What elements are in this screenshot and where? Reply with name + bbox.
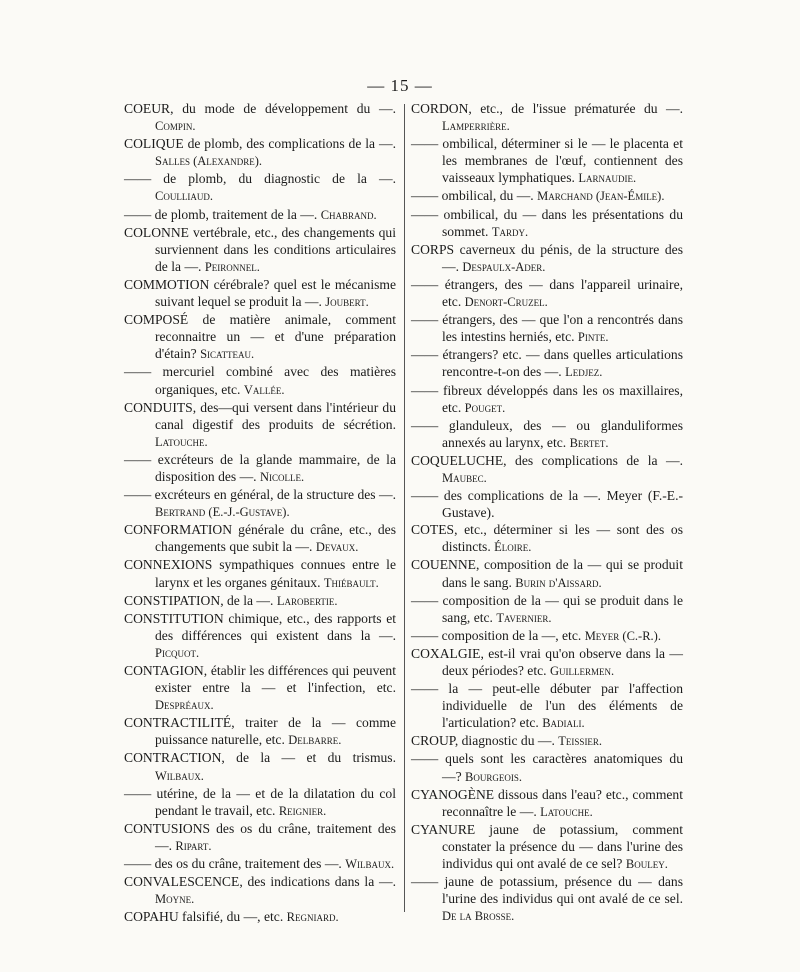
entry-text: étrangers, des — que l'on a rencontrés dans les intestins herniés, etc. [438,312,683,345]
entry-text: , etc., déterminer si les — sont des os distincts. [442,522,683,555]
index-entry [124,785,396,820]
index-entry [124,873,396,908]
entry-author: Burin d'Aissard. [515,575,602,590]
entry-author: Moyne. [155,892,195,907]
entry-author: Meyer (C.-R.). [584,628,661,643]
entry-text: , des indications dans la —. [239,874,396,890]
entry-author: Joubert. [325,295,369,310]
entry-headword: —— [411,627,439,643]
index-entry [411,100,683,135]
index-entry [411,873,683,925]
entry-headword: —— [411,136,439,152]
index-entry [411,346,683,381]
index-entry [411,821,683,873]
entry-headword: —— [124,487,152,503]
entry-author: Teissier. [558,734,603,749]
entry-author: Larnaudie. [578,171,637,186]
entry-text: des os du crâne, traitement des —. [151,856,342,872]
entry-text: composition de la —, etc. [438,627,582,643]
entry-text: de matière animale, comment reconnaitre un — et d'une préparation d'étain? [155,312,396,362]
entry-text: la — peut-elle débuter par l'affection individuelle de l'un des éléments de l'articulation? etc. [438,681,683,731]
index-entry [124,276,396,311]
entry-text: glanduleux, des — ou glanduliformes annexés au larynx, etc. [438,417,683,450]
entry-text: étrangers, des — dans l'appareil urinaire, etc. [438,276,683,310]
index-entry [124,592,396,610]
entry-text: de plomb, du diagnostic de la —. [151,171,396,187]
entry-headword: CONTRACTION [124,750,222,766]
page-number: — 15 — [367,76,433,95]
entry-headword: —— [124,171,152,187]
entry-text: étrangers? etc. — dans quelles articulations rencontre-t-on des —. [438,347,683,380]
entry-headword: CONSTITUTION [124,610,224,626]
entry-text: des os du crâne, traitement des —. [155,820,396,853]
entry-text: , des—qui versent dans l'intérieur du canal digestif des produits de sécrétion. [155,399,396,432]
entry-text: fibreux développés dans les os maxillaires, etc. [438,382,683,415]
entry-headword: COUENNE [411,557,476,573]
entry-headword: —— [411,382,439,398]
entry-headword: CONVALESCENCE [124,874,240,890]
index-entry [124,399,396,451]
entry-author: Salles (Alexandre). [155,154,263,169]
entry-author: Bertet. [569,435,609,450]
right-column [411,100,683,925]
index-entry [411,786,683,821]
entry-author: De la Brosse. [442,909,515,924]
index-entry [124,135,396,170]
entry-author: Pouget. [464,400,506,415]
index-entry [124,908,396,926]
entry-author: Tavernier. [496,610,552,625]
entry-author: Compin. [155,119,196,134]
entry-text: des complications de la —. Meyer (F.-E.-Gustave). [438,488,683,521]
entry-headword: —— [124,856,152,872]
entry-headword: COMMOTION [124,276,210,292]
entry-author: Despaulx-Ader. [462,259,546,274]
entry-headword: —— [124,451,152,467]
entry-text: ombilical, déterminer si le — le placenta et les membranes de l'œuf, contiennent des vaisseaux lymphatiques. [438,136,683,186]
index-entry [411,206,683,241]
entry-text: caverneux du pénis, de la structure des —. [442,241,683,274]
column-divider [404,104,405,912]
entry-headword: CONTUSIONS [124,820,211,836]
entry-text: , composition de la — qui se produit dans le sang. [442,557,683,590]
entry-text: excréteurs de la glande mammaire, de la disposition des —. [151,451,396,484]
index-entry [411,592,683,627]
entry-author: Devaux. [315,540,359,555]
entry-author: Badiali. [542,716,585,731]
entry-text: , traiter de la — comme puissance naturelle, etc. [155,715,396,748]
entry-text: ombilical, du — dans les présentations du sommet. [438,206,683,239]
entry-headword: CONDUITS [124,399,193,415]
entry-headword: CROUP [411,733,455,749]
entry-author: Ripart. [175,838,212,853]
entry-text: excréteurs en général, de la structure des —. [151,487,396,503]
entry-text: , etc., de l'issue prématurée du —. [468,101,683,116]
entry-headword: COLIQUE [124,136,184,152]
entry-author: Larobertie. [276,593,338,608]
entry-author: Wilbaux. [155,768,204,783]
index-entry [124,206,396,224]
index-entry [411,382,683,417]
entry-headword: —— [411,488,439,504]
index-entry [411,521,683,556]
entry-text: , est-il vrai qu'on observe dans la — deux périodes? etc. [442,645,683,678]
entry-headword: COEUR [124,101,171,116]
entry-author: Delbarre. [288,733,342,748]
entry-author: Picquot. [155,645,200,660]
entry-text: dissous dans l'eau? etc., comment reconnaître le —. [442,786,683,819]
entry-text: quels sont les caractères anatomiques du —? [438,751,683,784]
index-entry [411,556,683,591]
entry-author: Pinte. [577,330,609,345]
entry-text: , diagnostic du —. [454,733,555,749]
entry-text: composition de la — qui se produit dans le sang, etc. [438,592,683,625]
index-entry [411,276,683,311]
entry-headword: —— [411,188,439,204]
index-entry [411,135,683,187]
index-entry [411,452,683,487]
index-entry [124,311,396,363]
index-entry [124,451,396,486]
entry-headword: —— [124,364,152,380]
index-entry [124,224,396,276]
entry-text: de plomb, des complications de la —. [183,136,396,152]
entry-text: de plomb, traitement de la —. [151,206,318,222]
entry-headword: CONNEXIONS [124,557,213,573]
entry-headword: —— [411,276,439,292]
index-entry [411,311,683,346]
entry-author: Despréaux. [155,698,214,713]
entry-headword: —— [411,347,439,363]
entry-author: Bourgeois. [465,769,523,784]
entry-text: sympathiques connues entre le larynx et les organes génitaux. [155,557,396,590]
entry-text: cérébrale? quel est le mécanisme suivant lequel se produit la —. [155,276,396,310]
entry-author: Ledjez. [565,365,603,380]
index-entry [124,100,396,135]
entry-author: Vallée. [243,382,285,397]
index-entry [411,732,683,750]
index-entry [124,749,396,784]
entry-author: Denort-Cruzel. [464,295,548,310]
index-entry [124,820,396,855]
entry-author: Reignier. [278,803,327,818]
entry-author: Tardy. [491,224,529,239]
index-entry [411,241,683,276]
entry-author: Guillermen. [549,664,615,678]
index-entry [124,486,396,521]
entry-author: Lamperrière. [442,119,510,134]
entry-author: Coulliaud. [155,189,213,204]
entry-headword: CONFORMATION [124,522,233,538]
entry-headword: CONTRACTILITÉ [124,715,232,731]
entry-text: jaune de potassium, présence du — dans l'urine des individus qui ont avalé de ce sel. [438,874,683,907]
entry-author: Chabrand. [320,207,377,222]
entry-author: Regniard. [286,910,339,925]
entry-headword: CONTAGION [124,663,204,678]
index-entry [411,750,683,785]
index-entry [124,662,396,714]
entry-headword: —— [124,206,152,222]
entry-headword: —— [411,417,439,433]
entry-text: , des complications de la —. [503,452,683,468]
entry-headword: COMPOSÉ [124,312,189,328]
entry-text: , de la —. [220,592,274,608]
index-entry [124,363,396,398]
entry-text: générale du crâne, etc., des changements que subit la —. [155,522,396,555]
entry-text: falsifié, du —, etc. [178,909,284,925]
entry-author: Éloire. [494,540,532,555]
entry-author: Bouley. [625,857,668,872]
entry-text: , de la — et du trismus. [221,750,396,766]
entry-headword: COXALGIE [411,645,481,661]
index-entry [124,556,396,591]
index-entry [411,487,683,521]
entry-author: Wilbaux. [345,857,395,872]
entry-headword: COTES [411,522,455,538]
entry-text: vertébrale, etc., des changements qui surviennent dans les conditions articulaires de la —. [155,224,396,274]
index-entry [411,627,683,645]
entry-author: Latouche. [540,804,593,819]
index-entry [124,521,396,556]
entry-author: Peironnel. [204,259,260,274]
index-entry [411,417,683,452]
entry-headword: CORDON [411,101,469,116]
left-column [124,100,396,926]
entry-text: chimique, etc., des rapports et des différences qui existent dans la —. [155,610,396,643]
entry-text: jaune de potassium, comment constater la présence du — dans l'urine des individus qui ont avalé de ce sel? [442,821,683,872]
entry-author: Latouche. [155,434,208,449]
index-entry [411,187,683,205]
entry-headword: CONSTIPATION [124,592,221,608]
index-entry [124,714,396,749]
entry-text: , établir les différences qui peuvent exister entre la — et l'infection, etc. [155,663,396,696]
entry-headword: —— [411,592,439,608]
index-entry [411,645,683,680]
entry-text: utérine, de la — et de la dilatation du col pendant le travail, etc. [151,785,396,818]
entry-author: Sicatteau. [200,347,255,362]
entry-headword: CORPS [411,241,455,257]
entry-headword: —— [411,312,439,328]
entry-author: Thiébault. [323,575,379,590]
index-entry [411,680,683,732]
entry-headword: —— [411,751,439,767]
entry-headword: COQUELUCHE [411,452,504,468]
index-entry [124,855,396,873]
entry-headword: —— [411,874,439,890]
entry-headword: —— [411,681,439,697]
entry-headword: COPAHU [124,909,179,925]
entry-author: Bertrand (E.-J.-Gustave). [155,505,290,520]
entry-headword: —— [124,785,152,801]
entry-author: Nicolle. [260,469,305,484]
entry-headword: COLONNE [124,224,189,240]
entry-headword: —— [411,206,439,222]
index-entry [124,610,396,662]
entry-author: Marchand (Jean-Émile). [537,189,665,204]
entry-text: , du mode de développement du —. [170,101,396,116]
entry-author: Maubec. [442,470,487,485]
entry-headword: CYANURE [411,821,476,837]
index-entry [124,170,396,205]
entry-text: mercuriel combiné avec des matières organiques, etc. [151,364,396,397]
entry-text: ombilical, du —. [438,188,534,204]
entry-headword: CYANOGÈNE [411,786,495,802]
